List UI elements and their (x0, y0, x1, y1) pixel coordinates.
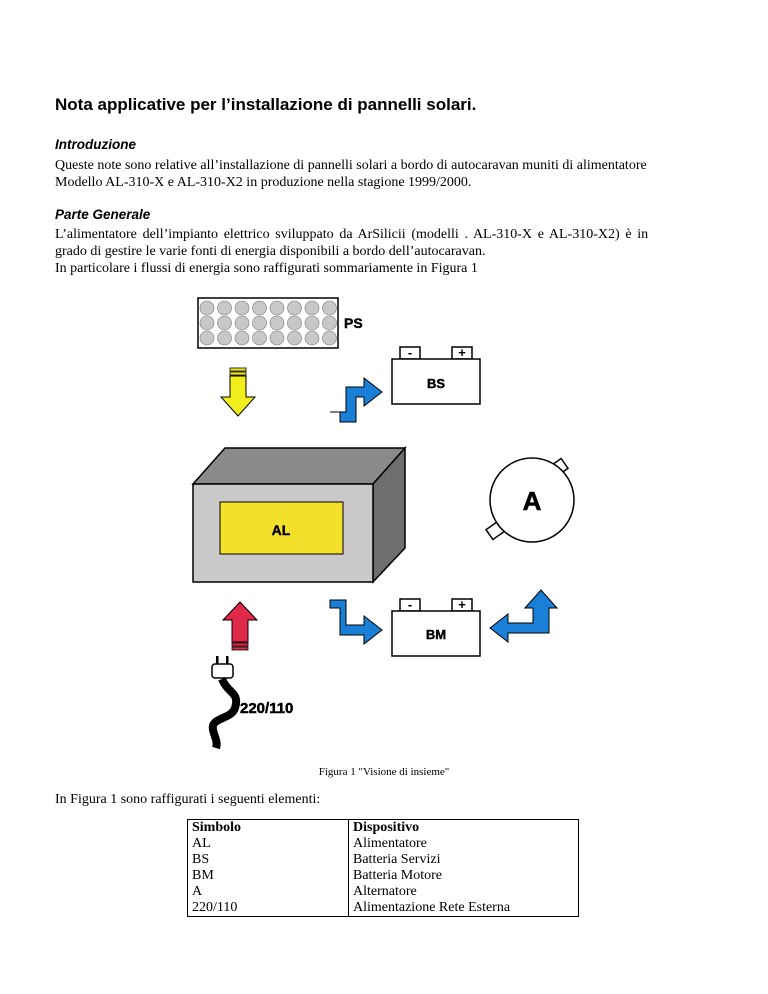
paragraph-line: Queste note sono relative all’installazione di pannelli solari a bordo di autocaravan muniti di alimentatore (55, 158, 647, 173)
label-bs: BS (426, 376, 446, 391)
heading-parte-generale: Parte Generale (55, 207, 151, 222)
table-row (188, 836, 579, 852)
solar-cell-icon (323, 331, 337, 345)
bm-flow-arrow-icon (330, 600, 382, 644)
paragraph-line: L’alimentatore dell’impianto elettrico sviluppato da ArSilicii (modelli . AL-310-X e AL-310-X2) è in (55, 227, 649, 242)
solar-cell-icon (270, 331, 284, 345)
table-header-dispositivo: Dispositivo (349, 820, 579, 837)
paragraph-line: In particolare i flussi di energia sono raffigurati sommariamente in Figura 1 (55, 261, 478, 276)
table-cell-device: Batteria Servizi (349, 852, 579, 868)
solar-cell-icon (305, 301, 319, 315)
label-al: AL (271, 522, 291, 538)
label-a: A (522, 486, 542, 516)
paragraph-introduzione (55, 157, 715, 191)
solar-cell-icon (323, 316, 337, 330)
table-cell-symbol: AL (188, 836, 349, 852)
solar-cell-icon (218, 301, 232, 315)
table-cell-symbol: 220/110 (188, 900, 349, 917)
table-cell-symbol: A (188, 884, 349, 900)
mains-flow-arrow-icon (223, 602, 257, 650)
bm-minus-label: - (407, 597, 413, 612)
solar-cell-icon (253, 316, 267, 330)
alternator-flow-arrow-icon (490, 590, 557, 642)
solar-cell-icon (288, 301, 302, 315)
solar-cell-icon (235, 301, 249, 315)
paragraph-line: Modello AL-310-X e AL-310-X2 in produzione nella stagione 1999/2000. (55, 175, 472, 190)
label-bm: BM (425, 627, 447, 642)
solar-cell-icon (253, 331, 267, 345)
table-cell-device: Alternatore (349, 884, 579, 900)
table-row (188, 852, 579, 868)
heading-introduzione: Introduzione (55, 137, 136, 152)
alimentatore-box-icon (193, 448, 405, 582)
table-cell-symbol: BM (188, 868, 349, 884)
table-header-row (188, 820, 579, 837)
table-cell-device: Alimentazione Rete Esterna (349, 900, 579, 917)
solar-cell-icon (200, 316, 214, 330)
label-ps: PS (344, 315, 363, 331)
solar-cell-icon (200, 331, 214, 345)
label-mains: 220/110 (240, 700, 294, 717)
table-row (188, 884, 579, 900)
solar-cell-icon (200, 301, 214, 315)
figure-caption: Figura 1 "Visione di insieme" (318, 766, 450, 778)
table-cell-symbol: BS (188, 852, 349, 868)
document-title: Nota applicative per l’installazione di pannelli solari. (55, 95, 477, 114)
solar-cell-icon (288, 331, 302, 345)
table-header-simbolo: Simbolo (188, 820, 349, 837)
figure-1-diagram (180, 290, 600, 760)
solar-flow-arrow-icon (221, 368, 255, 416)
solar-cell-icon (218, 331, 232, 345)
table-cell-device: Alimentatore (349, 836, 579, 852)
paragraph-line: grado di gestire le varie fonti di energia disponibili a bordo dell’autocaravan. (55, 244, 486, 259)
table-row (188, 868, 579, 884)
paragraph-parte-generale (55, 226, 715, 277)
bs-plus-label: + (458, 345, 466, 360)
solar-cell-icon (288, 316, 302, 330)
solar-cell-icon (235, 331, 249, 345)
bs-minus-label: - (407, 345, 413, 360)
solar-panel-icon (198, 298, 338, 348)
solar-cell-icon (305, 316, 319, 330)
solar-cell-icon (235, 316, 249, 330)
mains-plug-icon (212, 656, 236, 748)
solar-cell-icon (253, 301, 267, 315)
legend-table (187, 819, 579, 917)
solar-cell-icon (270, 316, 284, 330)
table-cell-device: Batteria Motore (349, 868, 579, 884)
solar-cell-icon (218, 316, 232, 330)
bm-plus-label: + (458, 597, 466, 612)
bs-flow-arrow-icon (330, 378, 382, 422)
solar-cell-icon (270, 301, 284, 315)
solar-cell-icon (323, 301, 337, 315)
table-row (188, 900, 579, 917)
legend-intro: In Figura 1 sono raffigurati i seguenti elementi: (55, 792, 321, 807)
solar-cell-icon (305, 331, 319, 345)
